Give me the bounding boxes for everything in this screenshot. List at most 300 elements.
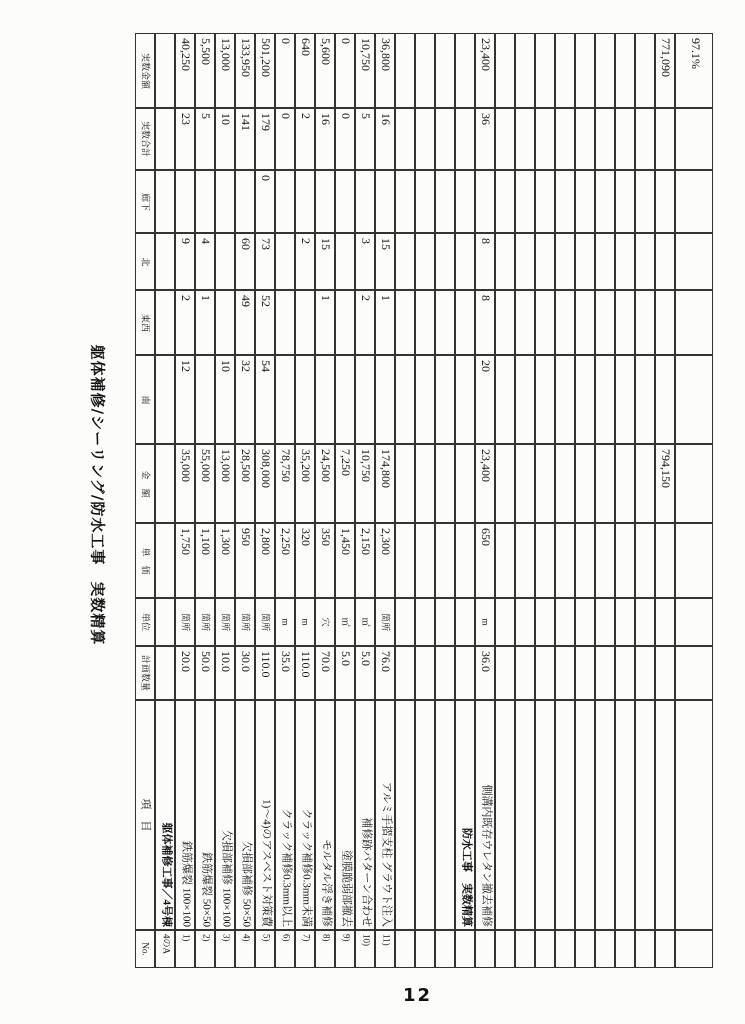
cell-plan-qty [635,646,655,700]
cell-corridor [315,170,335,233]
cell-amount [575,444,595,523]
cell-south [615,355,635,444]
cell-unit-price: 1,450 [335,523,355,598]
cell-corridor [195,170,215,233]
cell-south [395,355,415,444]
header-east-west: 東西 [135,290,155,355]
cell-actual-amount [515,33,535,108]
row-21-no [555,930,575,968]
cell-actual-total [395,108,415,170]
cell-amount: 78,750 [275,444,295,523]
header-no: No. [135,930,155,968]
cell-corridor [475,170,495,233]
cell-east-west: 1 [315,290,335,355]
cell-corridor [615,170,635,233]
row-12-no: 11) [375,930,395,968]
cell-north [595,233,615,290]
cell-south [575,355,595,444]
cell-unit: m [475,598,495,646]
cell-plan-qty: 110.0 [295,646,315,700]
cell-actual-amount [575,33,595,108]
cell-east-west [635,290,655,355]
cell-item: アルミ手摺支柱 グラウト注入 [375,700,395,930]
cell-unit-price: 1,750 [175,523,195,598]
cell-plan-qty: 76.0 [375,646,395,700]
cell-actual-total: 2 [295,108,315,170]
cell-actual-amount: 13,000 [215,33,235,108]
cell-corridor [295,170,315,233]
row-20-no [535,930,555,968]
cell-amount [395,444,415,523]
cell-south [275,355,295,444]
cell-item [435,700,455,930]
row-26-no [655,930,675,968]
cell-unit-price [415,523,435,598]
cell-east-west [335,290,355,355]
cell-north: 15 [315,233,335,290]
cell-east-west [515,290,535,355]
cell-unit-price: 950 [235,523,255,598]
cell-item [615,700,635,930]
cell-east-west [215,290,235,355]
cell-actual-amount: 36,800 [375,33,395,108]
cell-east-west [675,290,713,355]
cell-actual-total [555,108,575,170]
cell-plan-qty [555,646,575,700]
row-8-no: 7) [295,930,315,968]
cell-unit-price: 1,100 [195,523,215,598]
cell-north: 4 [195,233,215,290]
cell-unit-price [575,523,595,598]
cell-amount [415,444,435,523]
cell-north: 3 [355,233,375,290]
cell-item [655,700,675,930]
cell-unit-price [555,523,575,598]
cell-unit: 箇所 [215,598,235,646]
cell-plan-qty [455,646,475,700]
cell-actual-amount [495,33,515,108]
cell-actual-amount: 0 [275,33,295,108]
cell-unit [595,598,615,646]
cell-plan-qty [655,646,675,700]
cell-unit: ㎡ [355,598,375,646]
cell-item: 塗膜脆弱部撤去 [335,700,355,930]
cell-south [515,355,535,444]
row-16-no [455,930,475,968]
cell-plan-qty: 70.0 [315,646,335,700]
cell-amount: 794,150 [655,444,675,523]
cell-unit-price: 320 [295,523,315,598]
row-4-no: 3) [215,930,235,968]
cell-plan-qty [415,646,435,700]
cell-unit [415,598,435,646]
cell-east-west [555,290,575,355]
cell-actual-total [675,108,713,170]
cell-item: 躯体補修工事／4号棟 [155,700,175,930]
cell-item: 欠損部補修 50×50 [235,700,255,930]
cell-unit: ㎡ [335,598,355,646]
cell-amount: 28,500 [235,444,255,523]
cell-east-west: 2 [355,290,375,355]
cell-north: 8 [475,233,495,290]
cell-east-west [655,290,675,355]
cell-south [155,355,175,444]
cell-north [495,233,515,290]
cell-actual-amount: 640 [295,33,315,108]
cell-unit [515,598,535,646]
row-1-no: 4のA [155,930,175,968]
cell-corridor [275,170,295,233]
cell-north [335,233,355,290]
cell-actual-total: 5 [355,108,375,170]
cell-plan-qty [435,646,455,700]
cell-south [595,355,615,444]
cell-actual-amount: 5,500 [195,33,215,108]
cell-plan-qty: 5.0 [355,646,375,700]
row-6-no: 5) [255,930,275,968]
header-north: 北 [135,233,155,290]
cell-unit [635,598,655,646]
cell-unit: 箇所 [195,598,215,646]
cell-unit [395,598,415,646]
header-south: 南 [135,355,155,444]
cell-plan-qty: 110.0 [255,646,275,700]
cell-actual-amount [555,33,575,108]
cell-south [315,355,335,444]
cell-actual-total: 16 [375,108,395,170]
cell-actual-amount: 0 [335,33,355,108]
cell-south [295,355,315,444]
row-24-no [615,930,635,968]
cell-actual-total [635,108,655,170]
cell-amount: 174,800 [375,444,395,523]
cell-item: 欠損部補修 100×100 [215,700,235,930]
cell-unit [655,598,675,646]
cell-north [515,233,535,290]
cell-amount: 24,500 [315,444,335,523]
cell-amount [535,444,555,523]
row-23-no [595,930,615,968]
cell-plan-qty: 50.0 [195,646,215,700]
cell-plan-qty: 10.0 [215,646,235,700]
cell-south [375,355,395,444]
cell-actual-total [575,108,595,170]
cell-corridor [235,170,255,233]
cell-amount [435,444,455,523]
cell-corridor [575,170,595,233]
document-title: 躯体補修/シーリング/防水工事 実数精算 [88,344,107,646]
cell-amount [495,444,515,523]
cell-plan-qty: 20.0 [175,646,195,700]
row-25-no [635,930,655,968]
cell-south [455,355,475,444]
cell-east-west [415,290,435,355]
cell-actual-amount [535,33,555,108]
cell-unit-price [675,523,713,598]
cell-north [655,233,675,290]
cell-east-west [495,290,515,355]
cell-south: 20 [475,355,495,444]
cell-actual-amount: 133,950 [235,33,255,108]
cell-east-west [435,290,455,355]
cell-east-west [535,290,555,355]
cell-actual-total [495,108,515,170]
cell-unit: 箇所 [235,598,255,646]
cell-unit-price [515,523,535,598]
cell-east-west: 1 [195,290,215,355]
cell-actual-amount [615,33,635,108]
cell-actual-total: 10 [215,108,235,170]
cell-east-west [295,290,315,355]
cell-item: クラック補修0.3mm以上 [275,700,295,930]
cell-actual-amount: 23,400 [475,33,495,108]
cell-unit [495,598,515,646]
cell-south: 10 [215,355,235,444]
cell-plan-qty [535,646,555,700]
header-item: 項 目 [135,700,155,930]
cell-unit [155,598,175,646]
cell-item [515,700,535,930]
cell-item: 鉄筋爆裂 100×100 [175,700,195,930]
cell-amount [555,444,575,523]
cell-unit-price: 650 [475,523,495,598]
row-18-no [495,930,515,968]
cell-actual-amount: 97.1% [675,33,713,108]
cell-south [555,355,575,444]
cell-corridor: 0 [255,170,275,233]
cell-unit-price: 1,300 [215,523,235,598]
cell-amount: 13,000 [215,444,235,523]
cell-north [675,233,713,290]
cell-unit-price [615,523,635,598]
cell-item: モルタル浮き補修 [315,700,335,930]
cell-actual-total [535,108,555,170]
cell-actual-total: 0 [275,108,295,170]
cell-unit [675,598,713,646]
cell-plan-qty [595,646,615,700]
cell-east-west [615,290,635,355]
cell-north [415,233,435,290]
cell-unit [535,598,555,646]
page-number: 12 [403,985,433,1006]
header-actual-total: 実数合計 [135,108,155,170]
cell-amount [675,444,713,523]
cell-actual-amount: 40,250 [175,33,195,108]
cell-item [635,700,655,930]
cell-north: 60 [235,233,255,290]
cell-east-west: 1 [375,290,395,355]
cell-east-west [455,290,475,355]
cell-amount: 35,200 [295,444,315,523]
cell-unit-price [155,523,175,598]
cell-north [555,233,575,290]
cell-north [155,233,175,290]
cell-item [415,700,435,930]
cell-unit: m [275,598,295,646]
cell-corridor [415,170,435,233]
cell-item [495,700,515,930]
cell-item: 補修跡パターン合わせ [355,700,375,930]
cell-south [355,355,375,444]
cell-amount [455,444,475,523]
cell-north: 2 [295,233,315,290]
cell-corridor [175,170,195,233]
cell-plan-qty [495,646,515,700]
row-11-no: 10) [355,930,375,968]
row-13-no [395,930,415,968]
cell-north: 9 [175,233,195,290]
cell-actual-total: 36 [475,108,495,170]
cell-plan-qty [515,646,535,700]
cell-actual-total: 23 [175,108,195,170]
cell-amount [615,444,635,523]
cell-actual-total: 16 [315,108,335,170]
cell-actual-amount [395,33,415,108]
cell-unit-price [635,523,655,598]
cell-south [415,355,435,444]
cell-south [435,355,455,444]
cell-plan-qty [155,646,175,700]
cell-corridor [335,170,355,233]
row-7-no: 6) [275,930,295,968]
cell-east-west: 2 [175,290,195,355]
cell-corridor [155,170,175,233]
cell-actual-amount: 501,200 [255,33,275,108]
cell-actual-total: 5 [195,108,215,170]
cell-south: 32 [235,355,255,444]
cell-plan-qty [395,646,415,700]
cell-actual-amount [635,33,655,108]
cell-unit-price [455,523,475,598]
cell-item: クラック補修0.3mm未満 [295,700,315,930]
cell-actual-total [155,108,175,170]
cell-amount: 55,000 [195,444,215,523]
cell-north: 73 [255,233,275,290]
cell-south [495,355,515,444]
cell-corridor [395,170,415,233]
cell-item [595,700,615,930]
cell-amount [155,444,175,523]
cell-east-west [155,290,175,355]
cell-east-west [575,290,595,355]
cell-north [615,233,635,290]
cell-east-west [275,290,295,355]
cell-north [455,233,475,290]
cell-corridor [655,170,675,233]
cell-actual-total [435,108,455,170]
cell-north [395,233,415,290]
cell-amount [635,444,655,523]
cell-corridor [375,170,395,233]
cell-corridor [435,170,455,233]
cell-plan-qty: 36.0 [475,646,495,700]
cell-unit: 箇所 [375,598,395,646]
cell-south: 12 [175,355,195,444]
cell-plan-qty [615,646,635,700]
cell-unit-price [595,523,615,598]
header-corridor: 廊下 [135,170,155,233]
cell-actual-amount: 5,600 [315,33,335,108]
cell-south: 54 [255,355,275,444]
cell-actual-amount [415,33,435,108]
cell-corridor [535,170,555,233]
cell-corridor [515,170,535,233]
cell-unit-price [655,523,675,598]
cell-actual-total: 141 [235,108,255,170]
cell-corridor [215,170,235,233]
row-5-no: 4) [235,930,255,968]
cell-item [675,700,713,930]
cell-north [435,233,455,290]
cell-plan-qty: 30.0 [235,646,255,700]
cell-amount: 35,000 [175,444,195,523]
cell-unit-price [435,523,455,598]
cell-actual-amount [595,33,615,108]
header-unit: 単位 [135,598,155,646]
cell-unit-price: 2,800 [255,523,275,598]
cell-actual-amount: 10,750 [355,33,375,108]
cell-unit: 穴 [315,598,335,646]
cell-amount: 308,000 [255,444,275,523]
cell-item: 側溝内既存ウレタン撤去補修 [475,700,495,930]
cell-actual-total [515,108,535,170]
cell-item [575,700,595,930]
cell-south [655,355,675,444]
cell-unit: m [295,598,315,646]
cell-south [635,355,655,444]
cell-corridor [675,170,713,233]
cell-amount: 10,750 [355,444,375,523]
row-17-no [475,930,495,968]
cell-actual-total [415,108,435,170]
cell-east-west: 8 [475,290,495,355]
cell-item: 防水工事 実数精算 [455,700,475,930]
cell-amount: 7,250 [335,444,355,523]
cell-actual-amount [155,33,175,108]
cell-north [575,233,595,290]
cell-north: 15 [375,233,395,290]
cell-plan-qty [575,646,595,700]
cell-north [215,233,235,290]
cell-unit [575,598,595,646]
cell-east-west: 49 [235,290,255,355]
row-22-no [575,930,595,968]
header-unit-price: 単 価 [135,523,155,598]
header-actual-amount: 実数金額 [135,33,155,108]
cell-south [675,355,713,444]
cell-corridor [595,170,615,233]
cell-unit-price [535,523,555,598]
cell-actual-total [615,108,635,170]
cell-actual-amount: 771,090 [655,33,675,108]
cell-corridor [355,170,375,233]
cell-actual-total: 0 [335,108,355,170]
cell-actual-total: 179 [255,108,275,170]
cell-item: 鉄筋爆裂 50×50 [195,700,215,930]
cell-unit-price: 350 [315,523,335,598]
row-10-no: 9) [335,930,355,968]
cell-item [535,700,555,930]
row-2-no: 1) [175,930,195,968]
cell-east-west [395,290,415,355]
header-plan-qty: 計画数量 [135,646,155,700]
cell-south [195,355,215,444]
cell-unit-price: 2,250 [275,523,295,598]
row-9-no: 8) [315,930,335,968]
row-27-no [675,930,713,968]
cell-unit-price: 2,150 [355,523,375,598]
cell-unit [455,598,475,646]
